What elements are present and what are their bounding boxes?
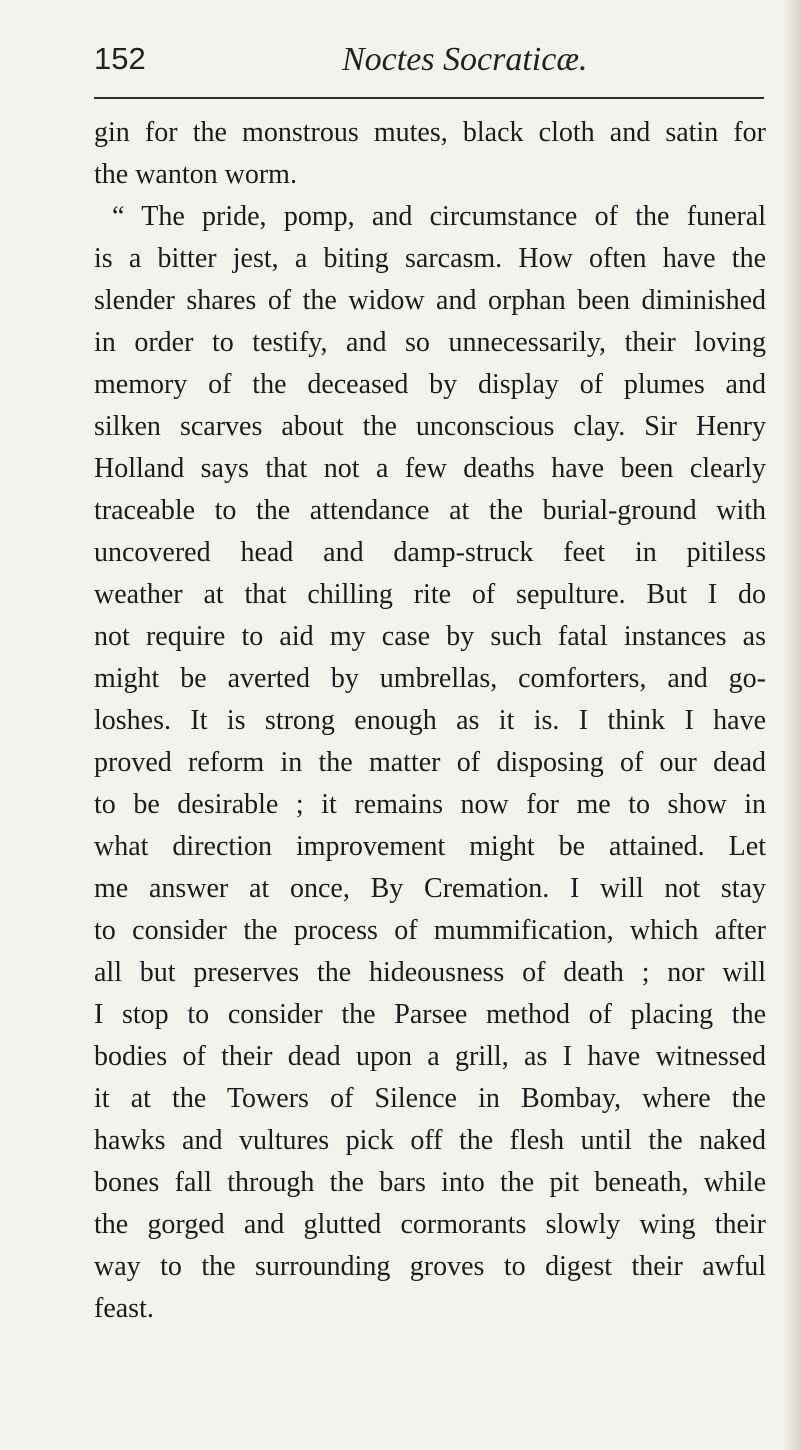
running-title: Noctes Socraticæ. [342, 41, 588, 78]
text-line: the wanton worm. [94, 159, 297, 190]
text-line: all but preserves the hideousness of death ; nor will [94, 957, 766, 988]
text-line: gin for the monstrous mutes, black cloth and satin for [94, 117, 766, 148]
text-line: hawks and vultures pick off the flesh until the naked [94, 1125, 766, 1156]
text-line: memory of the deceased by display of plumes and [94, 369, 766, 400]
text-line: it at the Towers of Silence in Bombay, where the [94, 1083, 766, 1114]
text-line: way to the surrounding groves to digest their awful [94, 1251, 766, 1282]
text-line: bodies of their dead upon a grill, as I have witnessed [94, 1041, 766, 1072]
text-line: to be desirable ; it remains now for me to show in [94, 789, 766, 820]
text-line: uncovered head and damp-struck feet in pitiless [94, 537, 766, 568]
text-line: the gorged and glutted cormorants slowly wing their [94, 1209, 766, 1240]
page-edge-shadow [783, 0, 801, 1450]
header-rule [94, 97, 764, 99]
text-line: in order to testify, and so unnecessarily, their loving [94, 327, 766, 358]
text-line: silken scarves about the unconscious clay. Sir Henry [94, 411, 766, 442]
page-number: 152 [94, 41, 146, 76]
body-text [94, 112, 766, 1330]
page-header [94, 39, 764, 83]
text-line: loshes. It is strong enough as it is. I think I have [94, 705, 766, 736]
text-line: bones fall through the bars into the pit beneath, while [94, 1167, 766, 1198]
text-line: is a bitter jest, a biting sarcasm. How often have the [94, 243, 766, 274]
text-line: not require to aid my case by such fatal instances as [94, 621, 766, 652]
text-line: “ The pride, pomp, and circumstance of the funeral [112, 201, 766, 232]
text-line: proved reform in the matter of disposing of our dead [94, 747, 766, 778]
text-line: weather at that chilling rite of sepulture. But I do [94, 579, 766, 610]
text-line: I stop to consider the Parsee method of placing the [94, 999, 766, 1030]
text-line: me answer at once, By Cremation. I will not stay [94, 873, 766, 904]
text-line: to consider the process of mummification, which after [94, 915, 766, 946]
text-line: might be averted by umbrellas, comforters, and go- [94, 663, 766, 694]
text-line: traceable to the attendance at the burial-ground with [94, 495, 766, 526]
text-line: what direction improvement might be attained. Let [94, 831, 766, 862]
text-line: Holland says that not a few deaths have been clearly [94, 453, 766, 484]
text-line: slender shares of the widow and orphan been diminished [94, 285, 766, 316]
text-line: feast. [94, 1293, 154, 1324]
